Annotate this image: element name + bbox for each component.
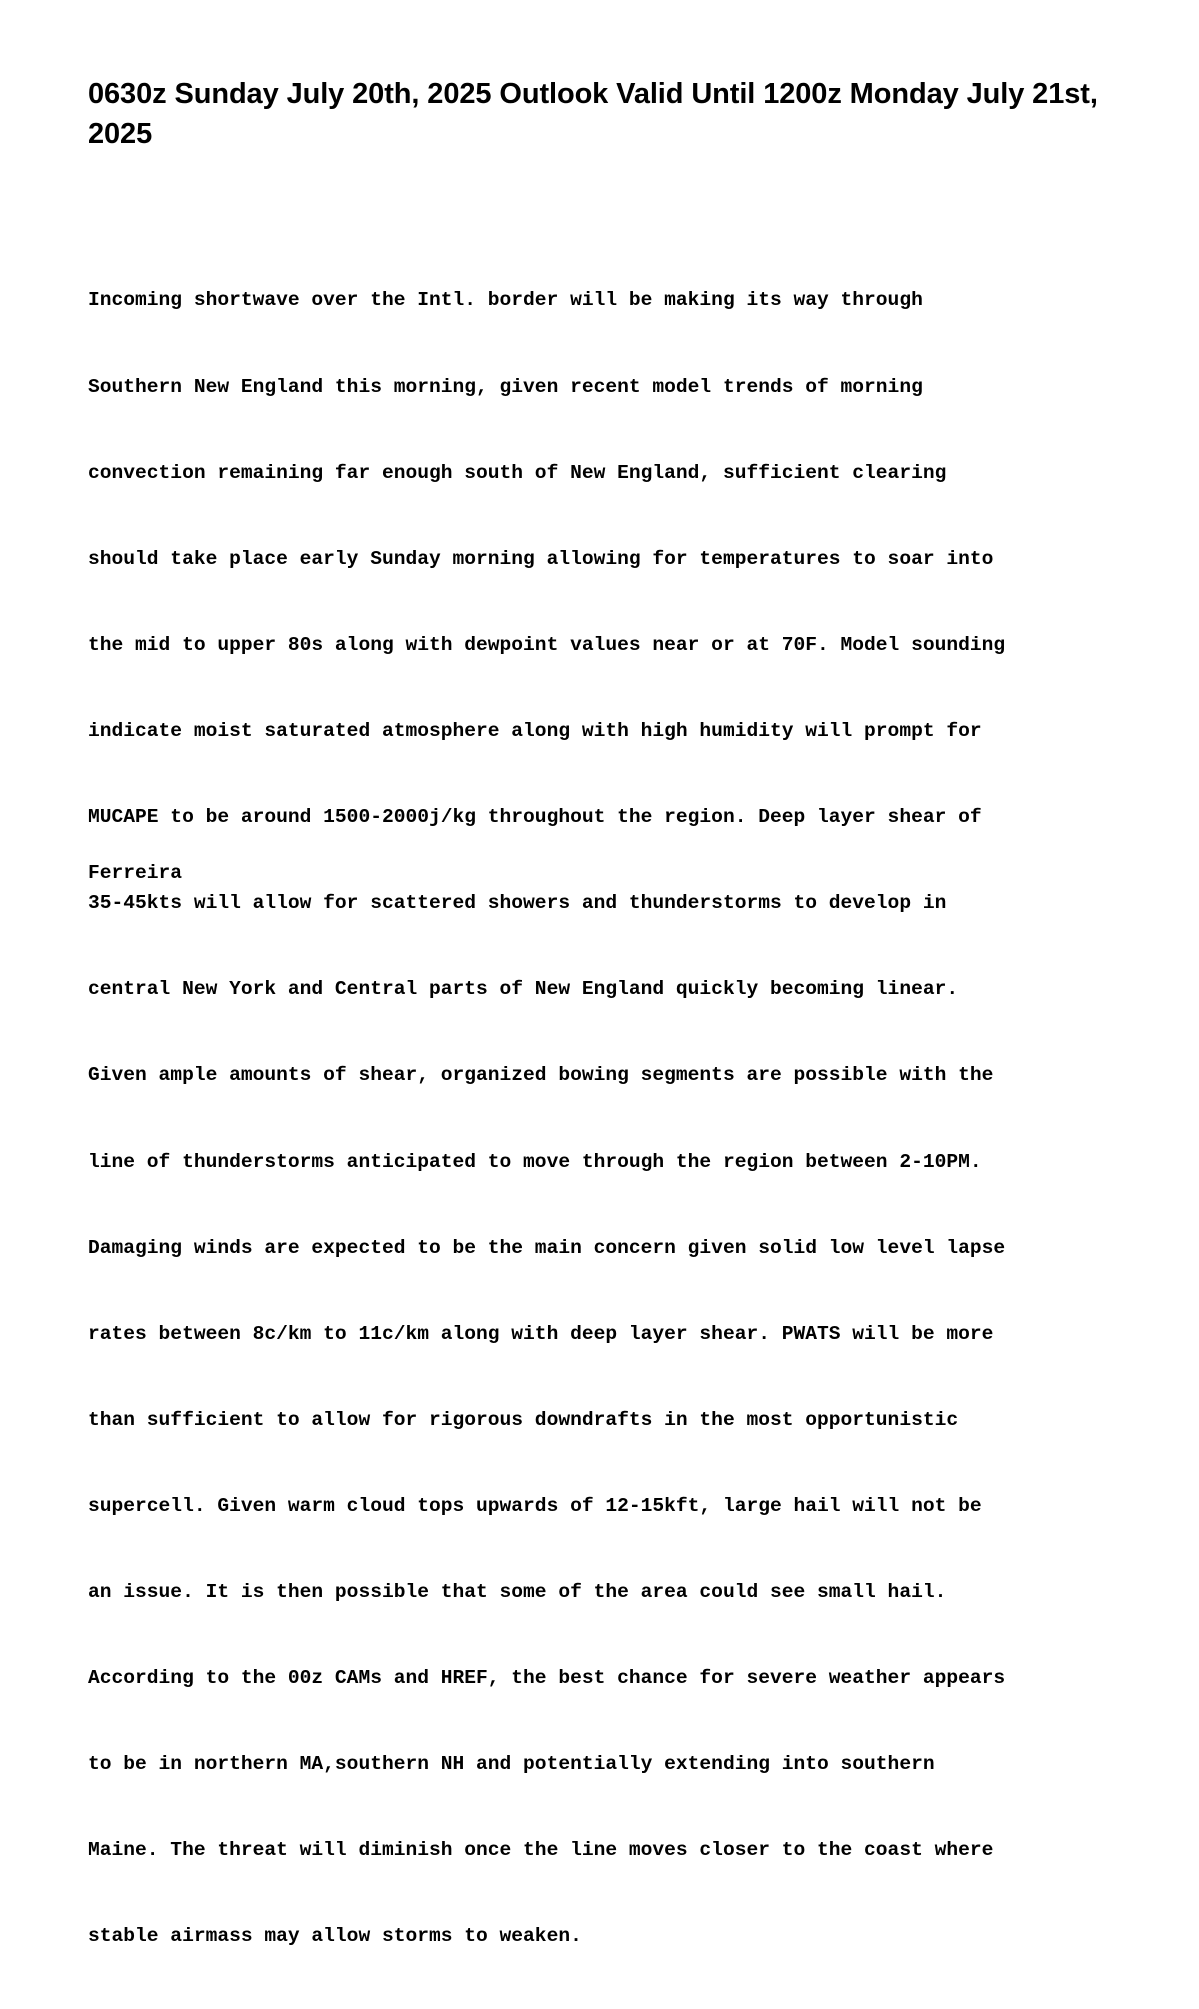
- body-line: stable airmass may allow storms to weaken.: [88, 1925, 582, 1948]
- body-line: convection remaining far enough south of New England, sufficient clearing: [88, 461, 947, 484]
- body-line: supercell. Given warm cloud tops upwards of 12-15kft, large hail will not be: [88, 1494, 982, 1517]
- body-line: rates between 8c/km to 11c/km along with deep layer shear. PWATS will be more: [88, 1322, 994, 1345]
- outlook-title: 0630z Sunday July 20th, 2025 Outlook Valid Until 1200z Monday July 21st, 2025: [88, 78, 1098, 150]
- body-line: line of thunderstorms anticipated to move through the region between 2-10PM.: [88, 1150, 982, 1173]
- body-line: than sufficient to allow for rigorous downdrafts in the most opportunistic: [88, 1408, 959, 1431]
- body-line: to be in northern MA,southern NH and potentially extending into southern: [88, 1753, 935, 1776]
- body-line: an issue. It is then possible that some of the area could see small hail.: [88, 1581, 947, 1604]
- author-signature: Ferreira: [88, 862, 183, 884]
- body-line: central New York and Central parts of New England quickly becoming linear.: [88, 978, 959, 1001]
- body-line: Southern New England this morning, given recent model trends of morning: [88, 375, 923, 398]
- body-line: Damaging winds are expected to be the main concern given solid low level lapse: [88, 1236, 1006, 1259]
- body-line: Given ample amounts of shear, organized bowing segments are possible with the: [88, 1064, 994, 1087]
- body-line: 35-45kts will allow for scattered showers and thunderstorms to develop in: [88, 892, 947, 915]
- body-line: According to the 00z CAMs and HREF, the best chance for severe weather appears: [88, 1667, 1006, 1690]
- body-line: should take place early Sunday morning allowing for temperatures to soar into: [88, 547, 994, 570]
- body-line: Incoming shortwave over the Intl. border will be making its way through: [88, 289, 923, 312]
- outlook-body: [88, 229, 1128, 2009]
- body-line: indicate moist saturated atmosphere along with high humidity will prompt for: [88, 719, 982, 742]
- body-line: MUCAPE to be around 1500-2000j/kg throughout the region. Deep layer shear of: [88, 806, 982, 829]
- body-line: Maine. The threat will diminish once the line moves closer to the coast where: [88, 1839, 994, 1862]
- body-line: the mid to upper 80s along with dewpoint values near or at 70F. Model sounding: [88, 633, 1006, 656]
